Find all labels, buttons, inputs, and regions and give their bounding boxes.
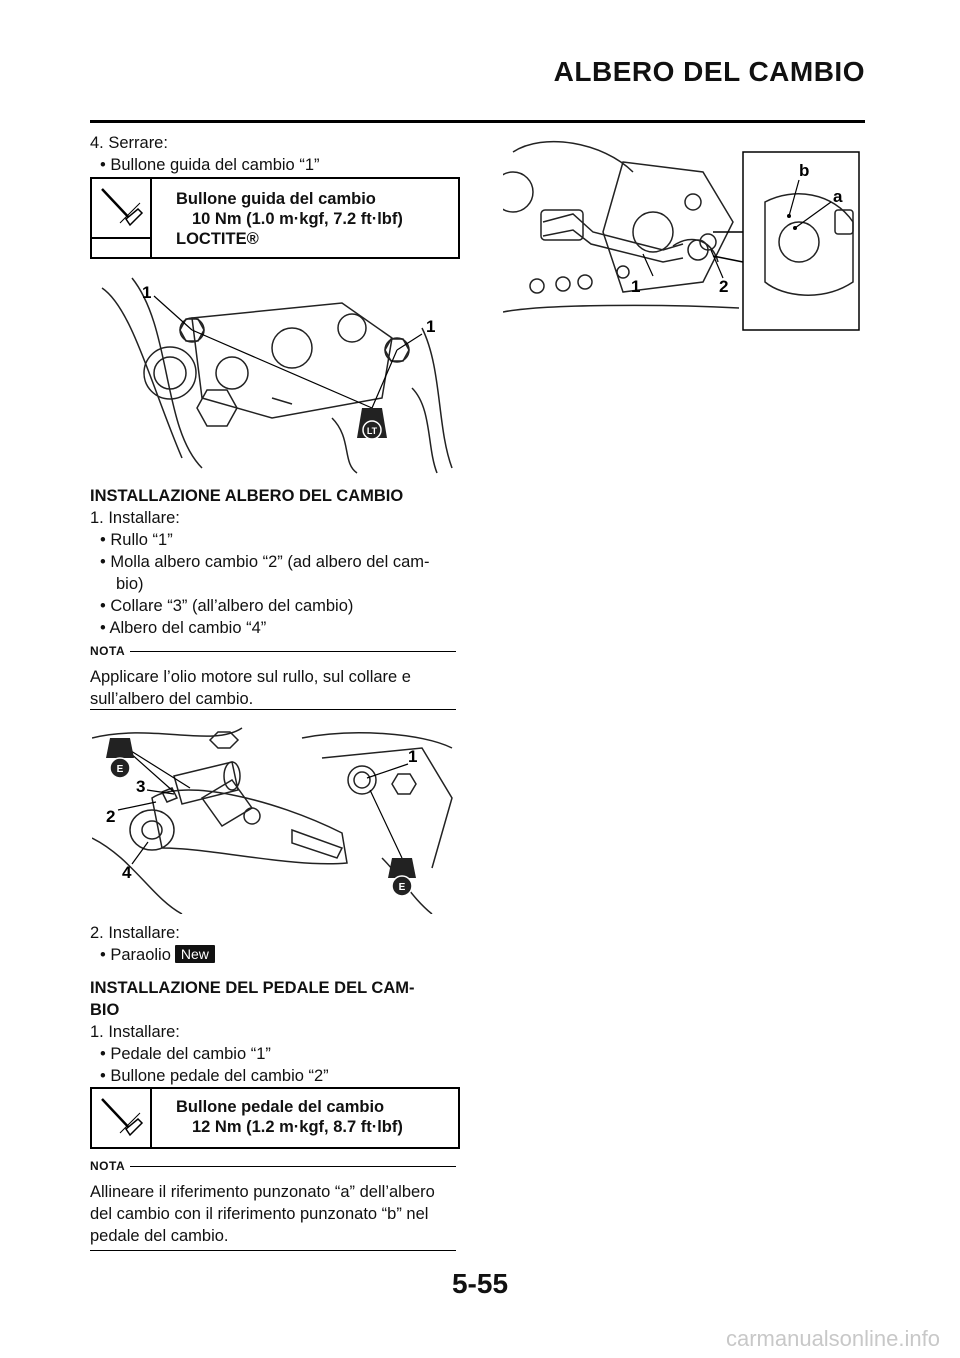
nota-rule-top [130,651,456,652]
spec-box-bullone-pedale [90,1087,460,1149]
nota-rule-bottom-2 [90,1250,456,1251]
nota2-line-2: del cambio con il riferimento punzonato “b” nel [90,1205,429,1223]
nota-text-line-1: Applicare l’olio motore sul rullo, sul collare e [90,668,411,686]
nota-rule-top-2 [130,1166,456,1167]
callout-a: a [833,187,843,206]
lt-symbol: LT [366,426,378,436]
step-serrare: 4. Serrare: [90,134,168,152]
bullet-bullone-guida: • Bullone guida del cambio “1” [100,156,320,174]
heading-pedale-line-1: INSTALLAZIONE DEL PEDALE DEL CAM- [90,979,415,997]
shift-guide-figure [92,268,458,478]
bullet-paraolio-text: • Paraolio [100,946,171,964]
callout-4: 4 [122,863,132,882]
spec-box-bullone-guida [90,177,460,259]
spec-torque: 10 Nm (1.0 m·kgf, 7.2 ft·lbf) [192,210,403,228]
callout-2: 2 [719,277,729,296]
callout-3: 3 [136,777,146,796]
step-installare-1: 1. Installare: [90,509,180,527]
bullet-rullo: • Rullo “1” [100,531,173,549]
step-installare-2: 2. Installare: [90,924,180,942]
torque-wrench-icon-cell [92,1089,152,1147]
nota-rule-bottom [90,709,456,710]
torque-wrench-icon-cell [92,179,152,257]
shift-pedal-figure [503,132,865,332]
bullet-bullone-pedale: • Bullone pedale del cambio “2” [100,1067,329,1085]
nota2-line-1: Allineare il riferimento punzonato “a” dell’albero [90,1183,435,1201]
callout-1-right: 1 [426,317,436,336]
watermark: carmanualsonline.info [725,1326,940,1351]
nota-text-line-2: sull’albero del cambio. [90,690,254,708]
bullet-paraolio [100,944,468,966]
oil-symbol-bottom: E [398,882,406,893]
page-header-title: ALBERO DEL CAMBIO [553,56,865,87]
nota-label-2: NOTA [90,1159,126,1173]
callout-1: 1 [631,277,641,296]
bullet-molla: • Molla albero cambio “2” (ad albero del cam- [100,553,430,571]
spec-name: Bullone guida del cambio [176,190,376,208]
oil-symbol-top: E [116,764,124,775]
page-number: 5-55 [451,1268,509,1299]
bullet-pedale: • Pedale del cambio “1” [100,1045,271,1063]
callout-2: 2 [106,807,116,826]
step-installare-3: 1. Installare: [90,1023,180,1041]
shift-shaft-figure [92,718,458,914]
bullet-molla-cont: bio) [116,575,144,593]
torque-wrench-icon [92,1089,150,1147]
heading-pedale-line-2: BIO [90,1001,120,1019]
callout-b: b [799,161,810,180]
spec-loctite: LOCTITE® [176,230,259,248]
nota-label: NOTA [90,644,126,658]
callout-1: 1 [408,747,418,766]
spec-name: Bullone pedale del cambio [176,1098,385,1116]
torque-wrench-icon [92,179,150,237]
bullet-collare: • Collare “3” (all’albero del cambio) [100,597,354,615]
spec-torque: 12 Nm (1.2 m·kgf, 8.7 ft·lbf) [192,1118,403,1136]
callout-1-left: 1 [142,283,152,302]
bullet-albero: • Albero del cambio “4” [100,619,267,637]
new-badge: New [175,945,215,963]
heading-installazione-albero: INSTALLAZIONE ALBERO DEL CAMBIO [90,487,404,505]
nota2-line-3: pedale del cambio. [90,1227,229,1245]
header-rule [90,120,865,123]
